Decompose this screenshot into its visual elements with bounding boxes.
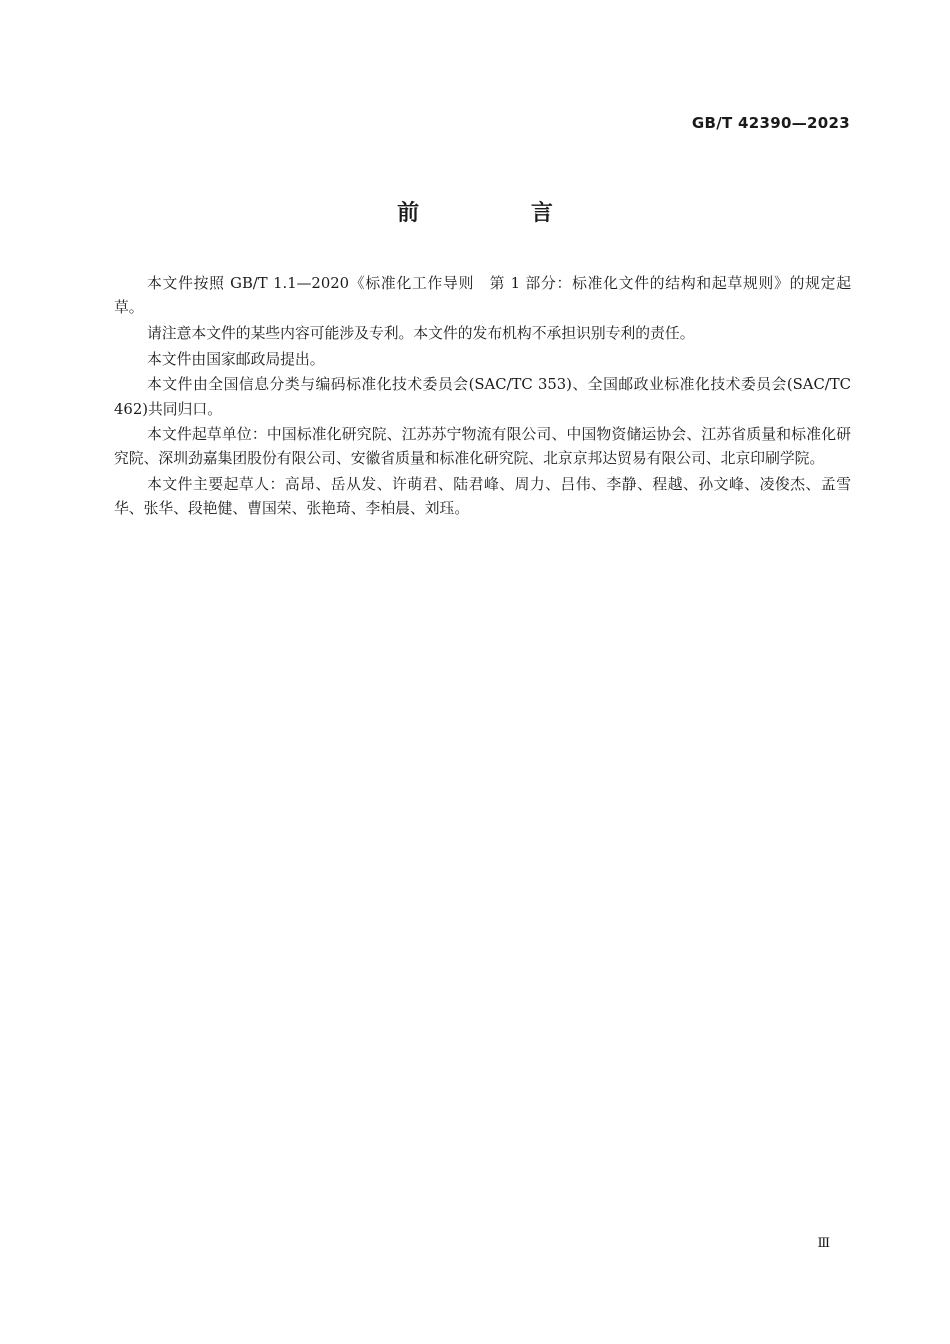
paragraph-patent-notice: 请注意本文件的某些内容可能涉及专利。本文件的发布机构不承担识别专利的责任。 (147, 324, 695, 342)
paragraph-drafting-units: 本文件起草单位：中国标准化研究院、江苏苏宁物流有限公司、中国物资储运协会、江苏省质量和标准化研究院、深圳劲嘉集团股份有限公司、安徽省质量和标准化研究院、北京京邦达贸易有限公司、北京印刷学院。 (114, 426, 851, 468)
paragraph-proposer: 本文件由国家邮政局提出。 (147, 350, 325, 368)
page-number: Ⅲ (817, 1236, 830, 1251)
paragraph-drafters: 本文件主要起草人：高昂、岳从发、许萌君、陆君峰、周力、吕伟、李静、程越、孙文峰、凌俊杰、孟雪华、张华、段艳健、曹国荣、张艳琦、李柏晨、刘珏。 (114, 476, 851, 518)
page-title: 前 言 (397, 201, 605, 226)
paragraph-drafting-rules: 本文件按照 GB/T 1.1—2020《标准化工作导则 第 1 部分：标准化文件的结构和起草规则》的规定起草。 (114, 275, 851, 317)
standard-code: GB/T 42390—2023 (691, 114, 850, 132)
foreword-body (114, 272, 851, 523)
paragraph-committees: 本文件由全国信息分类与编码标准化技术委员会(SAC/TC 353)、全国邮政业标准化技术委员会(SAC/TC 462)共同归口。 (114, 376, 851, 418)
